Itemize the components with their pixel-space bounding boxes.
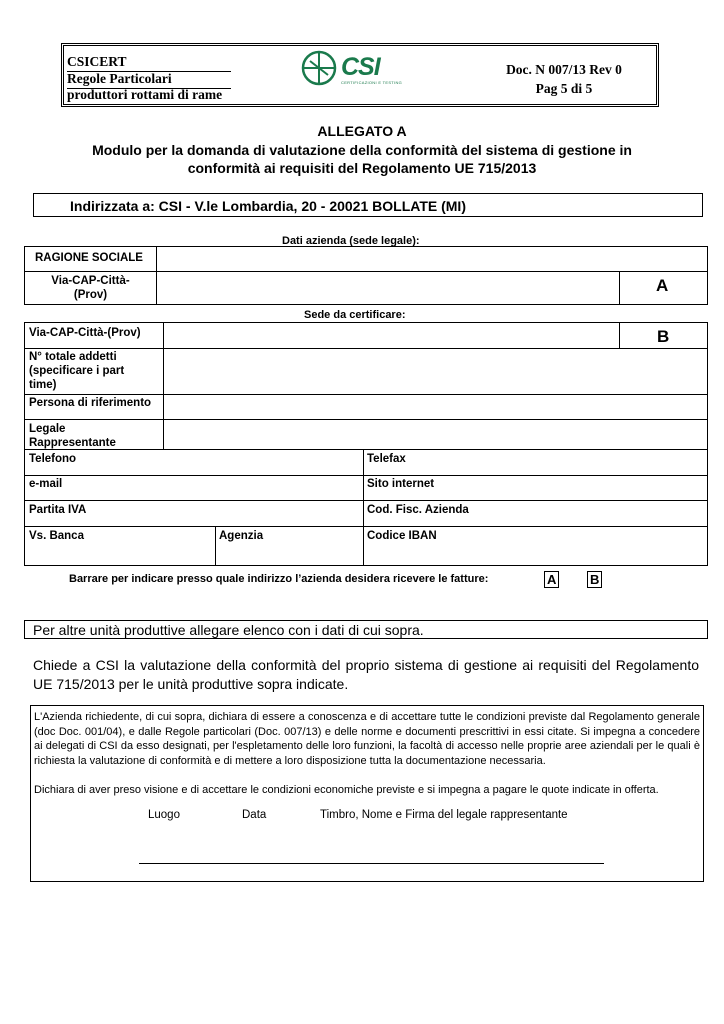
csi-logo-icon <box>300 49 338 87</box>
email-field[interactable] <box>25 476 363 500</box>
address-marker-a: A <box>656 276 669 295</box>
module-title-line2: conformità ai requisiti del Regolamento UE 715/2013 <box>187 160 537 176</box>
agency-field[interactable] <box>216 527 363 565</box>
site-address-field[interactable] <box>164 323 619 348</box>
place-label: Luogo <box>148 809 180 821</box>
page-number: Pag 5 di 5 <box>535 81 593 96</box>
company-data-caption: Dati azienda (sede legale): <box>282 235 420 247</box>
ragione-sociale-field[interactable] <box>157 247 707 271</box>
doc-number: Doc. N 007/13 Rev 0 <box>506 62 622 77</box>
contact-person-field[interactable] <box>164 395 707 419</box>
legal-rep-label: Legale Rappresentante <box>29 423 116 449</box>
date-label: Data <box>242 809 267 821</box>
header-divider <box>67 71 231 72</box>
allegato-title: ALLEGATO A <box>317 123 407 139</box>
address-marker-b: B <box>657 327 670 346</box>
request-statement: Chiede a CSI la valutazione della conformità del proprio sistema di gestione ai requisiti del Regolamento UE 715/2013 per le unità produttive sopra indicate. <box>33 657 699 692</box>
company-data-table <box>24 246 708 305</box>
tax-code-field[interactable] <box>364 501 707 526</box>
phone-field[interactable] <box>25 450 363 475</box>
module-title-line1: Modulo per la domanda di valutazione della conformità del sistema di gestione in <box>92 142 632 158</box>
employees-label: N° totale addetti (specificare i part time) <box>29 351 125 391</box>
csi-logo-text: CSI <box>341 53 380 81</box>
header-divider <box>67 88 231 89</box>
other-units-note: Per altre unità produttive allegare elenco con i dati di cui sopra. <box>24 620 708 639</box>
csi-logo-subtext: CERTIFICAZIONI E TESTING <box>341 80 403 85</box>
document-header <box>61 43 659 107</box>
signature-label: Timbro, Nome e Firma del legale rappresentante <box>320 809 568 821</box>
signature-line[interactable] <box>139 863 604 864</box>
site-address-label: Via-CAP-Città-(Prov) <box>29 327 141 339</box>
addressee-box: Indirizzata a: CSI - V.le Lombardia, 20 - 20021 BOLLATE (MI) <box>33 193 703 217</box>
header-scope: produttori rottami di rame <box>67 87 223 102</box>
vat-label: Partita IVA <box>29 504 87 516</box>
tax-code-label: Cod. Fisc. Azienda <box>367 504 469 516</box>
header-doc-info <box>494 60 634 98</box>
phone-label: Telefono <box>29 453 77 465</box>
header-rules: Regole Particolari <box>67 70 172 86</box>
sede-legale-address-label: Via-CAP-Città- (Prov) <box>51 275 130 301</box>
contact-person-label: Persona di riferimento <box>29 397 152 409</box>
iban-field[interactable] <box>364 527 707 565</box>
email-label: e-mail <box>29 478 63 490</box>
invoice-address-instruction: Barrare per indicare presso quale indirizzo l’azienda desidera ricevere le fatture: <box>69 573 489 585</box>
sede-legale-address-field[interactable] <box>157 272 619 304</box>
website-field[interactable] <box>364 476 707 500</box>
bank-label: Vs. Banca <box>29 530 84 542</box>
ragione-sociale-label: RAGIONE SOCIALE <box>35 252 143 264</box>
bank-field[interactable] <box>25 527 215 565</box>
iban-label: Codice IBAN <box>367 530 437 542</box>
fax-field[interactable] <box>364 450 707 475</box>
site-caption: Sede da certificare: <box>304 309 406 321</box>
agency-label: Agenzia <box>219 530 264 542</box>
economic-conditions-text: Dichiara di aver preso visione e di accettare le condizioni economiche previste e si impegna a pagare le quote indicate in offerta. <box>34 784 659 796</box>
legal-rep-field[interactable] <box>164 420 707 449</box>
header-left-block <box>67 54 222 104</box>
declaration-text: L'Azienda richiedente, di cui sopra, dichiara di essere a conoscenza e di accettare tutte le condizioni previste dal Regolamento generale (doc Doc. 001/04), e dalle Regole particolari (Doc. 007/13) e delle norme e documenti prescrittivi in essi citate. Si impegna a concedere ai delegati di CSI da esso designati, per l'espletamento delle loro funzioni, la facoltà di accesso nelle proprie aree aziendali per le quali è richiesta la valutazione di conformità e di mettere a loro disposizione tutta la documentazione necessaria. <box>34 711 700 767</box>
declaration-box <box>30 705 704 882</box>
vat-field[interactable] <box>25 501 363 526</box>
fax-label: Telefax <box>367 453 406 465</box>
invoice-option-a[interactable]: A <box>544 571 559 588</box>
website-label: Sito internet <box>367 478 435 490</box>
header-org: CSICERT <box>67 54 127 69</box>
employees-field[interactable] <box>164 349 707 394</box>
invoice-option-b[interactable]: B <box>587 571 602 588</box>
site-data-table <box>24 322 708 566</box>
